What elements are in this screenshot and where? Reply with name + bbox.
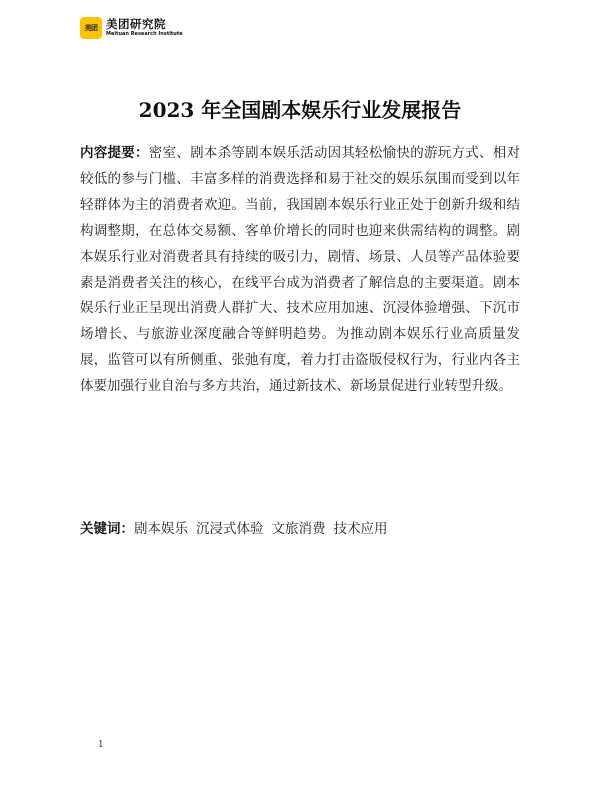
logo-text xyxy=(106,16,183,38)
abstract-label: 内容提要： xyxy=(80,145,149,161)
keywords-line xyxy=(80,518,520,540)
logo-mark-text: 美团 xyxy=(84,24,98,32)
keyword-item: 技术应用 xyxy=(333,521,388,537)
keyword-item: 文旅消费 xyxy=(271,521,326,537)
abstract-paragraph xyxy=(80,141,520,400)
document-title: 2023 年全国剧本娱乐行业发展报告 xyxy=(138,98,462,122)
logo xyxy=(80,17,183,39)
meituan-logo-icon xyxy=(80,17,102,39)
keyword-item: 剧本娱乐 xyxy=(134,521,188,537)
page-number: 1 xyxy=(98,740,104,750)
logo-name: 美团研究院 xyxy=(106,16,166,31)
keyword-item: 沉浸式体验 xyxy=(196,521,264,537)
logo-name-en: Meituan Research Institute xyxy=(106,31,183,38)
keywords-label: 关键词： xyxy=(80,521,134,537)
abstract-text: 密室、剧本杀等剧本娱乐活动因其轻松愉快的游玩方式、相对较低的参与门槛、丰富多样的消费选择和易于社交的娱乐氛围而受到以年轻群体为主的消费者欢迎。当前，我国剧本娱乐行业正处于创新升级和结构调整期，在总体交易额、客单价增长的同时也迎来供需结构的调整。剧本娱乐行业对消费者具有持续的吸引力，剧情、场景、人员等产品体验要素是消费者关注的核心，在线平台成为消费者了解信息的主要渠道。剧本娱乐行业正呈现出消费人群扩大、技术应用加速、沉浸体验增强、下沉市场增长、与旅游业深度融合等鲜明趋势。为推动剧本娱乐行业高质量发展，监管可以有所侧重、张弛有度，着力打击盗版侵权行为，行业内各主体要加强行业自治与多方共治，通过新技术、新场景促进行业转型升级。 xyxy=(80,145,521,395)
